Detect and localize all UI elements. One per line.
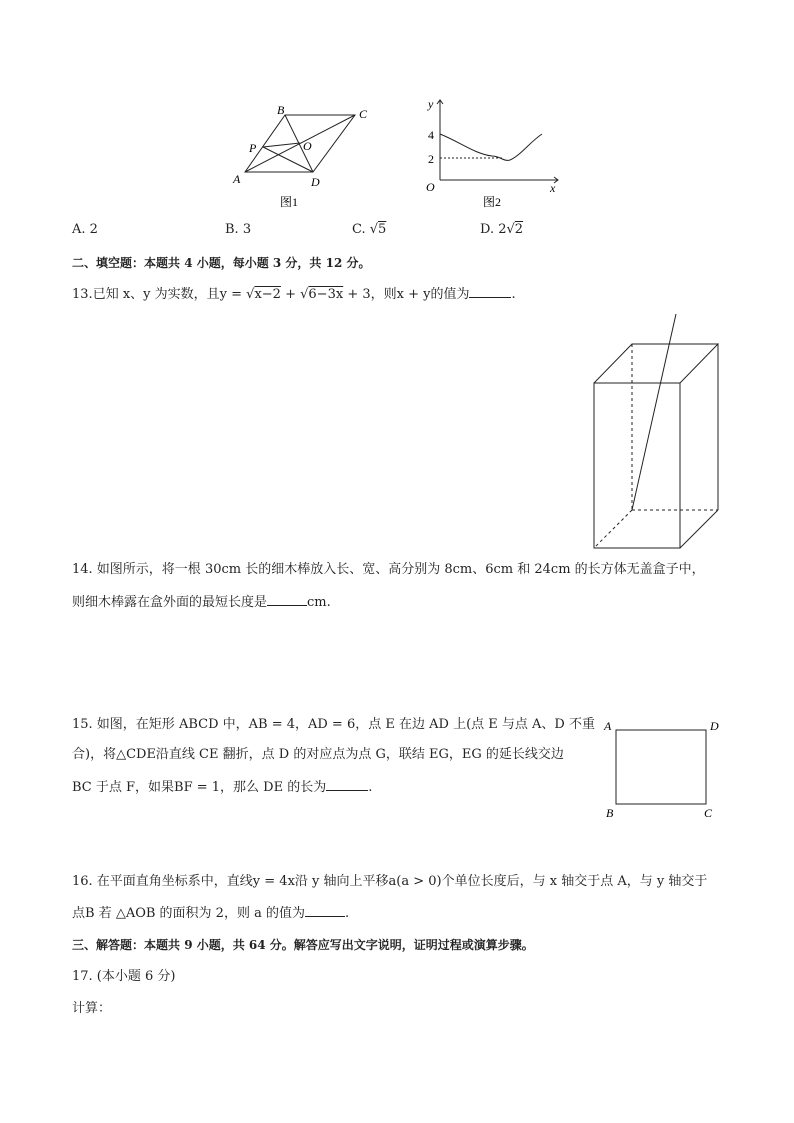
question-15-text-2: 合)，将△CDE沿直线 CE 翻折，点 D 的对应点为点 G，联结 EG，EG 的延长线交边	[72, 747, 564, 762]
question-15-line-2	[72, 746, 564, 764]
question-13-number: 13.	[72, 287, 93, 302]
question-13-radicand-1: x−2	[254, 287, 281, 302]
section-2-title: 二、填空题：	[72, 256, 145, 270]
question-16-text-3: .	[344, 906, 350, 921]
question-16-line-2	[72, 904, 349, 923]
figure-rectangle	[600, 716, 730, 822]
wooden-stick	[632, 314, 676, 510]
question-13-text-4: .	[511, 287, 516, 302]
option-d-radicand: 2	[514, 222, 524, 237]
question-17-title	[72, 968, 176, 986]
question-16-text-1: 16. 在平面直角坐标系中，直线y = 4x沿 y 轴向上平移a(a > 0)个单位长度后，与 x 轴交于点 A，与 y 轴交于	[72, 874, 708, 889]
tick-label-4: 4	[428, 128, 434, 142]
question-16-line-1	[72, 873, 707, 891]
question-17-title-text: 17. (本小题 6 分)	[72, 969, 176, 984]
figure-1-caption: 图1	[279, 195, 299, 209]
section-2-rules: 本题共 4 小题，每小题 3 分，共 12 分。	[144, 256, 371, 270]
box-front-face	[594, 383, 680, 548]
curve-graph	[420, 92, 570, 212]
question-14-line-2	[72, 593, 331, 612]
question-14-text-1: 14. 如图所示，将一根 30cm 长的细木棒放入长、宽、高分别为 8cm、6cm 和 24cm 的长方体无盖盒子中，	[72, 562, 705, 577]
label-d: D	[311, 175, 320, 189]
axis-label-y: y	[428, 97, 434, 111]
question-15-text-4: .	[368, 780, 373, 795]
option-d-prefix: D. 2	[480, 222, 507, 237]
answer-blank	[267, 593, 307, 606]
rect-label-b: B	[606, 806, 614, 820]
sqrt-symbol: √	[246, 287, 255, 302]
question-17-prompt-text: 计算：	[72, 1001, 112, 1016]
question-13-text-2: +	[280, 287, 301, 302]
option-a-text: A. 2	[72, 222, 98, 237]
sqrt-symbol: √	[369, 222, 379, 237]
option-c-prefix: C.	[352, 222, 370, 237]
answer-blank	[305, 904, 345, 917]
sqrt-symbol: √	[506, 222, 515, 237]
label-b: B	[277, 103, 285, 117]
tick-label-2: 2	[428, 152, 434, 166]
option-c	[352, 222, 386, 237]
box-with-stick-diagram	[588, 310, 728, 552]
rect-label-d: D	[710, 719, 719, 733]
section-3-heading	[72, 936, 534, 954]
figure-1	[225, 100, 375, 212]
question-13-radicand-2: 6−3x	[308, 287, 344, 302]
answer-blank	[469, 285, 511, 298]
question-15-line-3	[72, 778, 372, 797]
label-c: C	[359, 107, 368, 121]
rect-label-c: C	[704, 806, 713, 820]
section-3-rules: 本题共 9 小题，共 64 分。解答应写出文字说明，证明过程或演算步骤。	[144, 938, 534, 952]
question-13-text-1: 已知 x、y 为实数，且y =	[92, 287, 247, 302]
question-14-line-1	[72, 561, 705, 579]
curve-path	[440, 134, 542, 160]
section-2-heading	[72, 254, 370, 272]
section-3-title: 三、解答题：	[72, 938, 145, 952]
option-a	[72, 222, 98, 237]
origin-label: O	[426, 180, 435, 194]
box-top-face	[594, 344, 718, 383]
figure-2	[420, 92, 570, 212]
question-13-text-3: + 3，则x + y的值为	[343, 287, 470, 302]
question-15-text-3: BC 于点 F，如果BF = 1，那么 DE 的长为	[72, 780, 327, 795]
figure-2-caption: 图2	[482, 195, 502, 209]
parallelogram-diagram	[225, 100, 375, 212]
option-d	[480, 222, 523, 237]
answer-blank	[326, 778, 368, 791]
figure-box	[588, 310, 728, 552]
sqrt-symbol: √	[300, 287, 309, 302]
question-16-text-2: 点B 若 △AOB 的面积为 2，则 a 的值为	[72, 906, 305, 921]
option-c-radicand: 5	[378, 222, 387, 237]
label-a: A	[233, 172, 241, 186]
rect-label-a: A	[604, 719, 612, 733]
option-b	[225, 222, 251, 237]
question-14-text-3: cm.	[307, 595, 331, 610]
rectangle-outline	[616, 730, 706, 804]
label-o: O	[303, 139, 312, 153]
question-17-prompt	[72, 1000, 111, 1018]
question-15-line-1	[72, 716, 595, 734]
question-13	[72, 285, 516, 304]
axis-label-x: x	[550, 181, 556, 195]
rectangle-abcd-diagram	[600, 716, 730, 822]
label-p: P	[249, 141, 257, 155]
box-bottom-right-edge	[680, 510, 718, 548]
option-b-text: B. 3	[225, 222, 252, 237]
question-15-text-1: 15. 如图，在矩形 ABCD 中，AB = 4，AD = 6，点 E 在边 AD 上(点 E 与点 A、D 不重	[72, 717, 595, 732]
hidden-edge-left	[594, 510, 632, 548]
question-14-text-2: 则细木棒露在盒外面的最短长度是	[72, 595, 268, 610]
